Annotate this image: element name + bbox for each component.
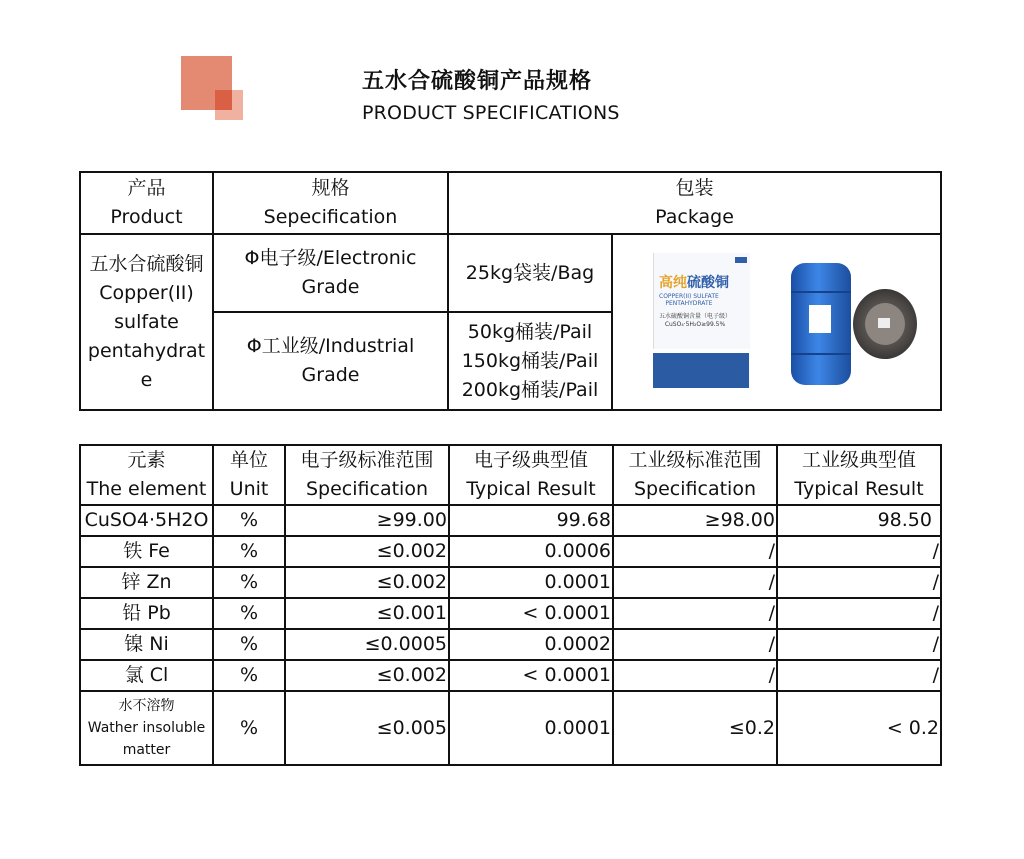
header-label-en: Sepecification	[263, 206, 398, 228]
cell-industrial-spec: /	[613, 660, 777, 691]
cell-electronic-spec: ≤0.002	[285, 567, 449, 598]
header-label-cn: 规格	[311, 177, 350, 199]
cell-industrial-spec: /	[613, 629, 777, 660]
table-row	[80, 567, 941, 598]
cell-element: 镍 Ni	[80, 629, 213, 660]
cell-industrial-typical: /	[777, 598, 941, 629]
brand-logo	[181, 56, 243, 120]
product-name-line: e	[140, 368, 153, 391]
cell-element: 铁 Fe	[80, 536, 213, 567]
lid-label	[878, 318, 890, 328]
package-pail-line: 50kg桶装/Pail	[467, 320, 593, 343]
cell-electronic-typical: 0.0006	[449, 536, 613, 567]
cell-element: 氯 Cl	[80, 660, 213, 691]
cell-unit: %	[213, 629, 285, 660]
bag-en-line: PENTAHYDRATE	[665, 300, 713, 307]
cell-unit: %	[213, 567, 285, 598]
header-label-cn: 产品	[127, 177, 166, 199]
page-title-cn: 五水合硫酸铜产品规格	[362, 69, 593, 94]
bag-stripe-blue	[653, 353, 749, 388]
cell-electronic-spec: ≤0.002	[285, 660, 449, 691]
header-element	[80, 445, 213, 505]
product-name-cell	[80, 234, 213, 410]
package-pail-line: 200kg桶装/Pail	[461, 378, 599, 401]
product-name-line: Copper(II)	[99, 281, 194, 304]
cell-industrial-typical: /	[777, 660, 941, 691]
cell-industrial-spec: ≥98.00	[613, 505, 777, 536]
spec-row-electronic	[80, 234, 941, 312]
product-name-line: sulfate	[114, 310, 179, 333]
header-label-cn: 电子级典型值	[473, 449, 588, 471]
bag-content	[659, 313, 731, 329]
header-electronic-typical	[449, 445, 613, 505]
cell-electronic-typical: 99.68	[449, 505, 613, 536]
cell-element: 锌 Zn	[80, 567, 213, 598]
drum-label	[809, 305, 831, 333]
package-image	[613, 235, 938, 409]
header-label-en: Unit	[229, 478, 269, 500]
bag-brand-mark	[735, 257, 747, 263]
cell-electronic-spec: ≤0.001	[285, 598, 449, 629]
header-industrial-typical	[777, 445, 941, 505]
cell-electronic-typical: 0.0001	[449, 691, 613, 765]
header-unit	[213, 445, 285, 505]
bag-en-name	[659, 293, 719, 307]
grade-line: Grade	[301, 364, 360, 386]
header-label-en: The element	[86, 478, 207, 500]
cell-electronic-typical: 0.0002	[449, 629, 613, 660]
element-name-line: matter	[122, 742, 171, 758]
cell-industrial-typical: < 0.2	[777, 691, 941, 765]
header-label-cn: 工业级典型值	[801, 449, 916, 471]
element-table	[79, 444, 942, 766]
table-row	[80, 536, 941, 567]
bag-content-line: 五水硫酸铜含量（电子级）	[659, 313, 732, 320]
element-name-line: 水不溶物	[118, 698, 175, 714]
cell-industrial-typical: /	[777, 536, 941, 567]
header-label-cn: 单位	[229, 449, 268, 471]
header-product	[80, 172, 213, 234]
element-name-line: Wather insoluble	[87, 720, 206, 736]
header-electronic-spec	[285, 445, 449, 505]
product-name-line: pentahydrat	[87, 339, 206, 362]
bag-en-line: COPPER(II) SULFATE	[659, 293, 719, 300]
spec-header-row	[80, 172, 941, 234]
package-bag: 25kg袋装/Bag	[448, 234, 612, 312]
element-header-row	[80, 445, 941, 505]
table-row	[80, 598, 941, 629]
cell-industrial-typical: /	[777, 629, 941, 660]
cell-electronic-typical: < 0.0001	[449, 660, 613, 691]
grade-industrial	[213, 312, 448, 410]
package-image-cell	[612, 234, 941, 410]
cell-industrial-spec: /	[613, 536, 777, 567]
cell-element	[80, 691, 213, 765]
cell-element: 铅 Pb	[80, 598, 213, 629]
header-label-cn: 包装	[675, 177, 714, 199]
page-title-en: PRODUCT SPECIFICATIONS	[362, 102, 620, 124]
header-label-en: Typical Result	[794, 478, 924, 500]
bag-formula-line: CuSO₄·5H₂O≥99.5%	[664, 321, 726, 328]
table-row	[80, 505, 941, 536]
header-industrial-spec	[613, 445, 777, 505]
cell-unit: %	[213, 691, 285, 765]
header-label-en: Package	[655, 206, 734, 228]
package-pail-line: 150kg桶装/Pail	[461, 349, 599, 372]
cell-industrial-typical: /	[777, 567, 941, 598]
cell-unit: %	[213, 598, 285, 629]
cell-unit: %	[213, 505, 285, 536]
product-name-line: 五水合硫酸铜	[89, 252, 204, 275]
cell-electronic-spec: ≤0.002	[285, 536, 449, 567]
header-label-en: Typical Result	[466, 478, 596, 500]
spec-table	[79, 171, 942, 411]
header-label-en: Product	[110, 206, 183, 228]
cell-unit: %	[213, 536, 285, 567]
cell-industrial-spec: ≤0.2	[613, 691, 777, 765]
grade-electronic	[213, 234, 448, 312]
bag-title-main: 硫酸铜	[687, 275, 729, 291]
title-block	[362, 68, 662, 126]
cell-industrial-spec: /	[613, 567, 777, 598]
grade-line: Φ工业级/Industrial	[246, 335, 415, 357]
cell-industrial-spec: /	[613, 598, 777, 629]
drum-rib	[791, 291, 851, 293]
header-specification	[213, 172, 448, 234]
table-row	[80, 660, 941, 691]
header-label-cn: 电子级标准范围	[300, 449, 434, 471]
header-label-cn: 元素	[127, 449, 166, 471]
table-row	[80, 629, 941, 660]
cell-industrial-typical: 98.50	[777, 505, 941, 536]
cell-element: CuSO4·5H2O	[80, 505, 213, 536]
cell-unit: %	[213, 660, 285, 691]
header-package	[448, 172, 941, 234]
cell-electronic-spec: ≤0.0005	[285, 629, 449, 660]
grade-line: Grade	[301, 276, 360, 298]
cell-electronic-typical: 0.0001	[449, 567, 613, 598]
cell-electronic-spec: ≤0.005	[285, 691, 449, 765]
drum-rib	[791, 353, 851, 355]
header-label-en: Specification	[634, 478, 756, 500]
table-row	[80, 691, 941, 765]
cell-electronic-spec: ≥99.00	[285, 505, 449, 536]
bag-image	[653, 253, 753, 393]
drum-lid-image	[853, 289, 917, 359]
grade-line: Φ电子级/Electronic	[244, 247, 417, 269]
header-label-en: Specification	[306, 478, 428, 500]
cell-electronic-typical: < 0.0001	[449, 598, 613, 629]
bag-title-highlight: 高纯	[659, 275, 687, 291]
header-label-cn: 工业级标准范围	[628, 449, 762, 471]
logo-square-overlap	[215, 90, 232, 110]
package-pail	[448, 312, 612, 410]
